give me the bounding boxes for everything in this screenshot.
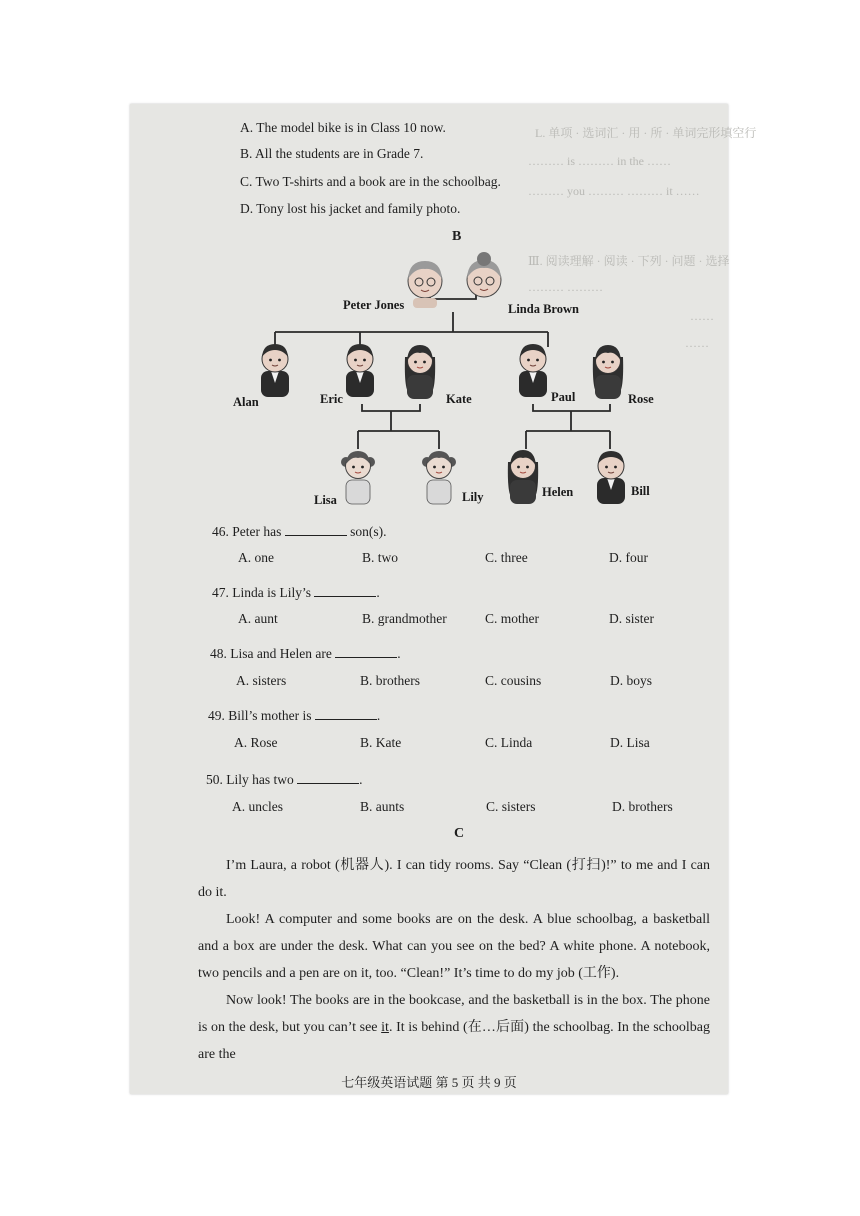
- name-eric: Eric: [320, 392, 343, 406]
- show-through-text: Ⅲ. 阅读理解 · 阅读 · 下列 · 问题 · 选择: [528, 254, 730, 268]
- passage-paragraph: Now look! The books are in the bookcase, and the basketball is in the box. The phone is on the desk, but you can’t see it. It is behind (在…后面) the schoolbag. In the schoolbag are the: [198, 993, 710, 1062]
- option: D. brothers: [612, 799, 673, 814]
- name-peter-jones: Peter Jones: [343, 298, 405, 312]
- option: D. four: [609, 550, 648, 565]
- exam-page: [130, 104, 757, 1094]
- name-lisa: Lisa: [314, 493, 337, 507]
- option: C. sisters: [486, 799, 536, 814]
- answer-blank: [297, 771, 359, 784]
- show-through-text: ……… ………: [528, 280, 603, 294]
- option: C. three: [485, 550, 528, 565]
- lisa-figure: [341, 451, 375, 504]
- answer-blank: [335, 645, 397, 658]
- option-d-text: D. Tony lost his jacket and family photo.: [240, 201, 461, 216]
- kate-figure: [405, 345, 435, 399]
- show-through-text: L. 单项 · 选词汇 · 用 · 所 · 单词完形填空行: [535, 126, 757, 140]
- option: D. sister: [609, 611, 654, 626]
- helen-figure: [508, 450, 538, 504]
- name-rose: Rose: [628, 392, 654, 406]
- bill-figure: [597, 451, 625, 504]
- option: D. boys: [610, 673, 653, 688]
- name-helen: Helen: [542, 485, 574, 499]
- question-46: 46. Peter has son(s).: [212, 524, 387, 539]
- name-linda-brown: Linda Brown: [508, 302, 579, 316]
- option: B. two: [362, 550, 399, 565]
- show-through-text: ……… you ……… ……… it ……: [528, 184, 700, 198]
- eric-figure: [346, 344, 374, 397]
- option: A. Rose: [234, 735, 278, 750]
- section-b-label: B: [452, 229, 462, 244]
- option: B. brothers: [360, 673, 420, 688]
- option-a-text: A. The model bike is in Class 10 now.: [240, 120, 446, 135]
- name-lily: Lily: [462, 490, 484, 504]
- paul-figure: [519, 344, 547, 397]
- option: A. uncles: [232, 799, 283, 814]
- grandmother-figure: [467, 252, 501, 297]
- show-through-text: ……: [685, 336, 709, 350]
- passage-paragraph: Look! A computer and some books are on the desk. A blue schoolbag, a basketball and a box are under the desk. What can you see on the bed? A white phone. A notebook, two pencils and a pen are on it, too. “Clean!” It’s time to do my job (工作).: [198, 912, 710, 981]
- show-through-text: ……: [690, 309, 714, 323]
- name-alan: Alan: [233, 395, 259, 409]
- page-footer: 七年级英语试题 第 5 页 共 9 页: [341, 1075, 517, 1090]
- passage-paragraph: I’m Laura, a robot (机器人). I can tidy rooms. Say “Clean (打扫)!” to me and I can do it.: [198, 858, 710, 900]
- option: C. mother: [485, 611, 539, 626]
- grandfather-figure: [408, 261, 442, 308]
- show-through-text: ……… is ……… in the ……: [528, 154, 671, 168]
- family-tree-diagram: [130, 104, 728, 514]
- answer-blank: [285, 523, 347, 536]
- option: D. Lisa: [610, 735, 650, 750]
- option: C. Linda: [485, 735, 533, 750]
- option: B. Kate: [360, 735, 402, 750]
- question-47: 47. Linda is Lily’s .: [212, 585, 380, 600]
- question-50: 50. Lily has two .: [206, 772, 363, 787]
- section-c-label: C: [454, 826, 465, 841]
- option: A. aunt: [238, 611, 278, 626]
- option: B. grandmother: [362, 611, 447, 626]
- option: C. cousins: [485, 673, 542, 688]
- question-48: 48. Lisa and Helen are .: [210, 646, 401, 661]
- option-c-text: C. Two T-shirts and a book are in the schoolbag.: [240, 174, 501, 189]
- name-kate: Kate: [446, 392, 472, 406]
- reading-passage: [198, 852, 710, 1068]
- name-paul: Paul: [551, 390, 576, 404]
- question-49: 49. Bill’s mother is .: [208, 708, 381, 723]
- answer-blank: [315, 707, 377, 720]
- option: B. aunts: [360, 799, 405, 814]
- answer-blank: [314, 584, 376, 597]
- option: A. one: [238, 550, 274, 565]
- lily-figure: [422, 451, 456, 504]
- rose-figure: [593, 345, 623, 399]
- option-b-text: B. All the students are in Grade 7.: [240, 146, 424, 161]
- name-bill: Bill: [631, 484, 650, 498]
- alan-figure: [261, 344, 289, 397]
- option: A. sisters: [236, 673, 287, 688]
